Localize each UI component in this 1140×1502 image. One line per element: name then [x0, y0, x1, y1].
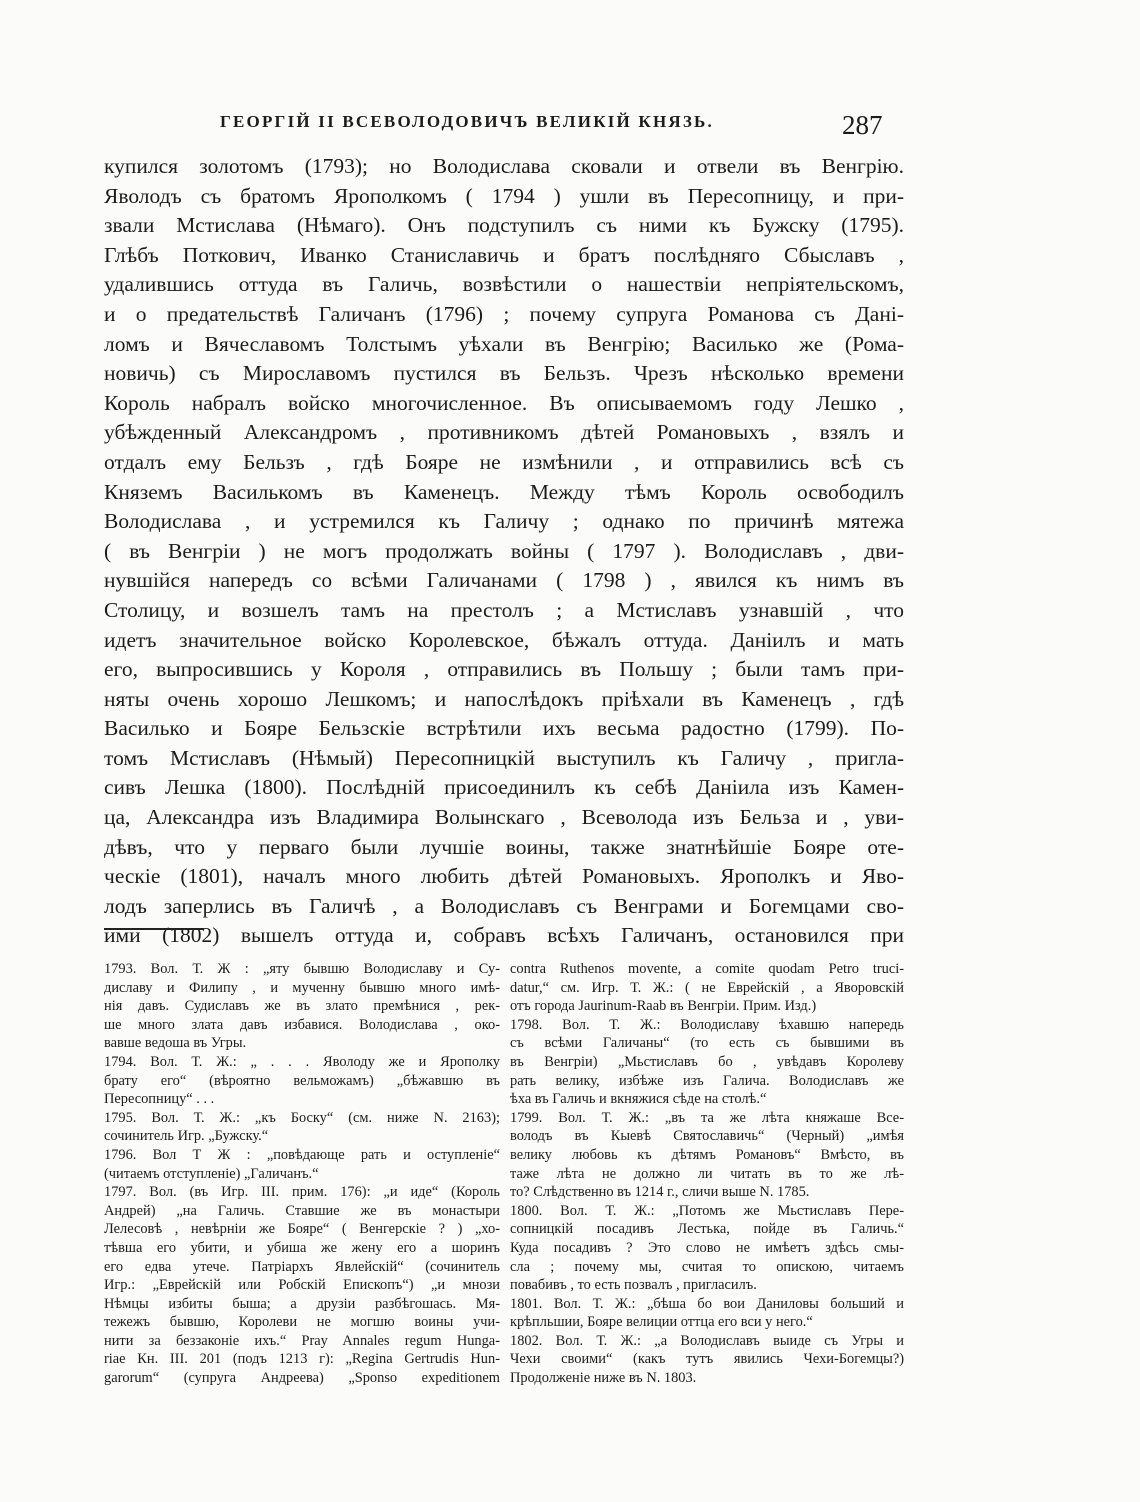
footnote-line: тежежъ бывшю, Королеви не могшю воины учи- — [104, 1314, 500, 1331]
main-text-line: Король набралъ войско многочисленное. Въ описываемомъ году Лешко , — [104, 390, 904, 415]
main-text-line: отдалъ ему Бельзъ , гдѣ Бояре не измѣнили , и отправились всѣ съ — [104, 449, 904, 474]
main-text-line: идетъ значительное войско Королевское, бѣжалъ оттуда. Даніилъ и мать — [104, 627, 904, 652]
footnote-line: сла ; почему мы, считая то опискою, читаемъ — [510, 1258, 904, 1275]
footnote-line: сочинитель Игр. „Бужску.“ — [104, 1128, 269, 1145]
footnote-line: то? Слѣдственно въ 1214 г., сличи выше N. 1785. — [510, 1184, 810, 1201]
footnote-line: (читаемъ отступленіе) „Галичанъ.“ — [104, 1165, 319, 1182]
main-text-line: ломъ и Вячеславомъ Толстымъ уѣхали въ Венгрію; Василько же (Рома- — [104, 331, 904, 356]
main-text-line: ( въ Венгріи ) не могъ продолжать войны ( 1797 ). Володиславъ , дви- — [104, 538, 904, 563]
footnote-line: garorum“ (супруга Андреева) „Sponso expeditionem — [104, 1370, 500, 1387]
footnote-line: 1793. Вол. Т. Ж : „яту бывшю Володиславу и Су- — [104, 961, 500, 977]
footnote-line: Куда посадивъ ? Это слово не имѣетъ здѣсь смы- — [510, 1239, 904, 1256]
footnote-line: Продолженіе ниже въ N. 1803. — [510, 1370, 697, 1387]
footnote-line: Игр.: „Еврейскій или Робскій Епископъ“) „и мнози — [104, 1277, 500, 1294]
footnote-line: 1798. Вол. Т. Ж.: Володиславу ѣхавшю напередь — [510, 1016, 904, 1033]
main-text-line: его, выпросившись у Короля , отправились въ Польшу ; были тамъ при- — [104, 657, 904, 682]
footnote-line: крѣпльшии, Бояре велиции оттца его вси у него.“ — [510, 1314, 813, 1331]
footnote-line: вавше ведоша въ Угры. — [104, 1035, 247, 1052]
footnote-line: съ всѣми Галичаны“ (то есть съ бывшими въ — [510, 1035, 904, 1052]
footnote-line: ѣха въ Галичь и вкняжися сѣде на столѣ.“ — [510, 1091, 767, 1108]
footnote-line: въ Венгріи) „Мьстиславъ бо , увѣдавъ Королеву — [510, 1053, 904, 1070]
footnote-line: 1800. Вол. Т. Ж.: „Потомъ же Мьстиславъ Пере- — [510, 1202, 904, 1219]
footnote-line: диславу и Филипу , и мученну бывшю много имѣ- — [104, 979, 500, 996]
main-text-line: томъ Мстиславъ (Нѣмый) Пересопницкій выступилъ къ Галичу , пригла- — [104, 745, 904, 770]
main-text-line: и о предательствѣ Галичанъ (1796) ; почему супруга Романова съ Дані- — [104, 301, 904, 326]
running-title: ГЕОРГІЙ II ВСЕВОЛОДОВИЧЪ ВЕЛИКІЙ КНЯЗЬ. — [220, 112, 714, 131]
footnote-line: Лелесовѣ , невѣрніи же Бояре“ ( Венгерскіе ? ) „хо- — [104, 1221, 500, 1238]
main-text-line: Яволодъ съ братомъ Ярополкомъ ( 1794 ) ушли въ Пересопницу, и при- — [104, 183, 904, 208]
footnote-line: 1799. Вол. Т. Ж.: „въ та же лѣта княжаше Все- — [510, 1109, 904, 1126]
main-text-line: няты очень хорошо Лешкомъ; и напослѣдокъ пріѣхали въ Каменецъ , гдѣ — [104, 686, 904, 711]
main-text-line: убѣжденный Александромъ , противникомъ дѣтей Романовыхъ , взялъ и — [104, 420, 904, 445]
footnote-line: datur,“ см. Игр. Т. Ж.: ( не Еврейскій , а Яворовскій — [510, 979, 904, 996]
footnote-line: 1802. Вол. Т. Ж.: „а Володиславъ выиде съ Угры и — [510, 1332, 904, 1349]
footnote-line: нити за беззаконіе ихъ.“ Pray Annales regum Hunga- — [104, 1332, 500, 1349]
footnote-line: riae Кн. III. 201 (подъ 1213 г): „Regina Gertrudis Hun- — [104, 1351, 500, 1368]
footnote-line: Андрей) „на Галичь. Ставшие же въ монастыри — [104, 1202, 500, 1219]
footnote-line: 1794. Вол. Т. Ж.: „ . . . Яволоду же и Ярополку — [104, 1053, 500, 1070]
footnote-line: 1797. Вол. (въ Игр. III. прим. 176): „и иде“ (Король — [104, 1184, 500, 1201]
main-text-body — [104, 152, 904, 951]
main-text-line: ими (1802) вышелъ оттуда и, собравъ всѣхъ Галичанъ, остановился при — [104, 923, 904, 948]
footnote-line: 1795. Вол. Т. Ж.: „къ Боску“ (см. ниже N. 2163); — [104, 1109, 500, 1126]
footnote-line: Чехи своими“ (какъ тутъ явились Чехи-Богемцы?) — [510, 1351, 904, 1368]
footnote-line: володъ въ Кыевѣ Святославичь“ (Черный) „имѣя — [510, 1128, 904, 1145]
footnote-line: сопницкій посадивъ Лестька, пойде въ Галичь.“ — [510, 1221, 904, 1238]
footnote-line: 1801. Вол. Т. Ж.: „бѣша бо вои Даниловы больший и — [510, 1295, 904, 1312]
page-number: 287 — [842, 110, 883, 140]
footnote-line: его едва утече. Патріархъ Явлейскій“ (сочинитель — [104, 1258, 500, 1275]
main-text-line: Василько и Бояре Бельзскіе встрѣтили ихъ весьма радостно (1799). По- — [104, 716, 904, 741]
footnote-line: тѣвша его убити, и убиша же жену его а шоринъ — [104, 1239, 500, 1256]
footnote-line: contra Ruthenos movente, a comite quodam Petro truci- — [510, 961, 904, 977]
main-text-line: сивъ Лешка (1800). Послѣдній присоединилъ къ себѣ Даніила изъ Камен- — [104, 775, 904, 800]
footnote-line: повабивъ , то есть позвалъ , пригласилъ. — [510, 1277, 757, 1294]
main-text-line: нувшійся напередъ со всѣми Галичанами ( 1798 ) , явился къ нимъ въ — [104, 568, 904, 593]
footnote-line: брату его“ (вѣроятно вельможамъ) „бѣжавшю въ — [104, 1072, 500, 1089]
main-text-line: новичь) съ Мирославомъ пустился въ Бельзъ. Чрезъ нѣсколько времени — [104, 361, 904, 386]
main-text-line: Глѣбъ Поткович, Иванко Станиславичь и братъ послѣдняго Сбыславъ , — [104, 242, 904, 267]
main-text-line: лодъ заперлись въ Галичѣ , а Володиславъ съ Венграми и Богемцами сво- — [104, 893, 904, 918]
footnote-line: отъ города Jaurinum-Raab въ Венгріи. Прим. Изд.) — [510, 998, 817, 1015]
footnotes-left-column — [104, 960, 500, 1388]
main-text-line: купился золотомъ (1793); но Володислава сковали и отвели въ Венгрію. — [104, 154, 904, 178]
main-text-line: удалившись оттуда въ Галичь, возвѣстили о нашествіи непріятельскомъ, — [104, 272, 904, 297]
main-text-line: Володислава , и устремился къ Галичу ; однако по причинѣ мятежа — [104, 509, 904, 534]
main-text-line: дѣвъ, что у перваго были лучшіе воины, также знатнѣйшіе Бояре оте- — [104, 834, 904, 859]
footnote-line: таже лѣта не должно ли читать въ то же лѣ- — [510, 1165, 904, 1182]
main-text-line: Княземъ Василькомъ въ Каменецъ. Между тѣмъ Король освободилъ — [104, 479, 904, 504]
footnote-line: 1796. Вол Т Ж : „повѣдающе рать и оступленіе“ — [104, 1146, 500, 1163]
footnote-line: нія давъ. Судиславъ же въ злато премѣнися , рек- — [104, 998, 500, 1015]
footnote-separator-rule — [104, 928, 204, 930]
main-text-line: ца, Александра изъ Владимира Волынскаго , Всеволода изъ Бельза и , уви- — [104, 805, 904, 830]
footnotes-right-column — [510, 960, 904, 1388]
main-text-line: ческіе (1801), началъ много любить дѣтей Романовыхъ. Ярополкъ и Яво- — [104, 864, 904, 889]
main-text-line: звали Мстислава (Нѣмаго). Онъ подступилъ съ ними къ Бужску (1795). — [104, 213, 904, 238]
footnote-line: велику любовь къ дѣтямъ Романовъ“ Вмѣсто, въ — [510, 1146, 904, 1163]
footnote-line: рать велику, избѣже изъ Галича. Володиславъ же — [510, 1072, 904, 1089]
main-text-line: Столицу, и возшелъ тамъ на престолъ ; а Мстиславъ узнавшій , что — [104, 597, 904, 622]
footnote-line: Нѣмцы избиты быша; а друзіи разбѣгошась. Мя- — [104, 1295, 500, 1312]
footnote-line: Пересопницу“ . . . — [104, 1091, 215, 1108]
footnote-line: ше много злата давъ избавися. Володислава , око- — [104, 1016, 500, 1033]
